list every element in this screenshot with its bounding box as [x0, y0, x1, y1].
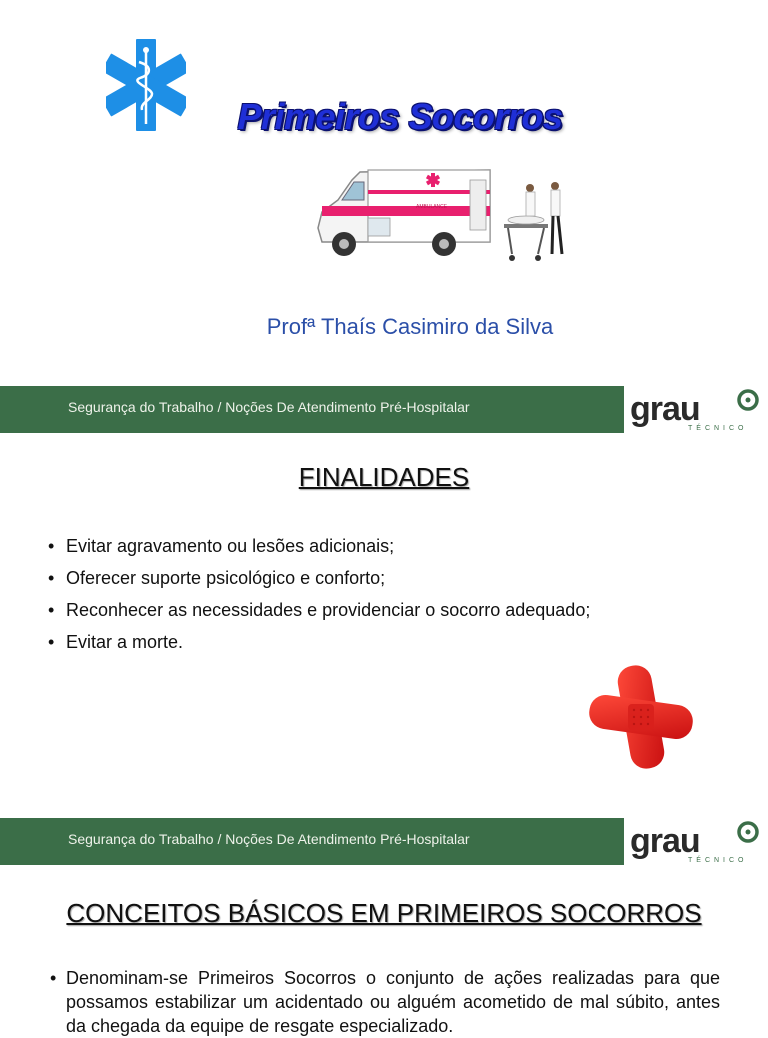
list-item: • Reconhecer as necessidades e providenciar o socorro adequado;	[46, 594, 590, 626]
finalidades-list	[46, 530, 590, 658]
logo-subtext: TÉCNICO	[688, 857, 748, 864]
list-item: • Evitar agravamento ou lesões adicionais;	[46, 530, 590, 562]
ambulance-illustration	[308, 150, 574, 268]
list-item: • Evitar a morte.	[46, 626, 590, 658]
conceitos-paragraph: • Denominam-se Primeiros Socorros o conjunto de ações realizadas para que possamos estabilizar um acidentado ou alguém acometido de mal súbito, antes da chegada da equipe de resgate especializado.	[48, 966, 720, 1038]
logo-text: grau	[630, 822, 700, 860]
conceitos-heading: CONCEITOS BÁSICOS EM PRIMEIROS SOCORROS	[66, 898, 702, 928]
professor-name: Profª Thaís Casimiro da Silva	[266, 314, 554, 339]
footer-green-bar	[0, 818, 624, 865]
star-of-life-icon	[106, 38, 186, 132]
grau-logo	[630, 820, 766, 864]
logo-text: grau	[630, 390, 700, 428]
bandaid-cross-icon	[588, 664, 694, 770]
presentation-title: Primeiros Socorros	[237, 96, 563, 137]
grau-logo	[630, 388, 766, 432]
footer-green-bar	[0, 386, 624, 433]
ambulance-text: AMBULANCE	[416, 204, 448, 210]
course-title: Segurança do Trabalho / Noções De Atendimento Pré-Hospitalar	[68, 831, 470, 847]
course-footer-band	[0, 818, 768, 865]
course-title: Segurança do Trabalho / Noções De Atendimento Pré-Hospitalar	[68, 399, 470, 415]
logo-subtext: TÉCNICO	[688, 425, 748, 432]
list-item: • Oferecer suporte psicológico e conforto;	[46, 562, 590, 594]
course-footer-band	[0, 386, 768, 433]
finalidades-heading: FINALIDADES	[298, 462, 470, 492]
